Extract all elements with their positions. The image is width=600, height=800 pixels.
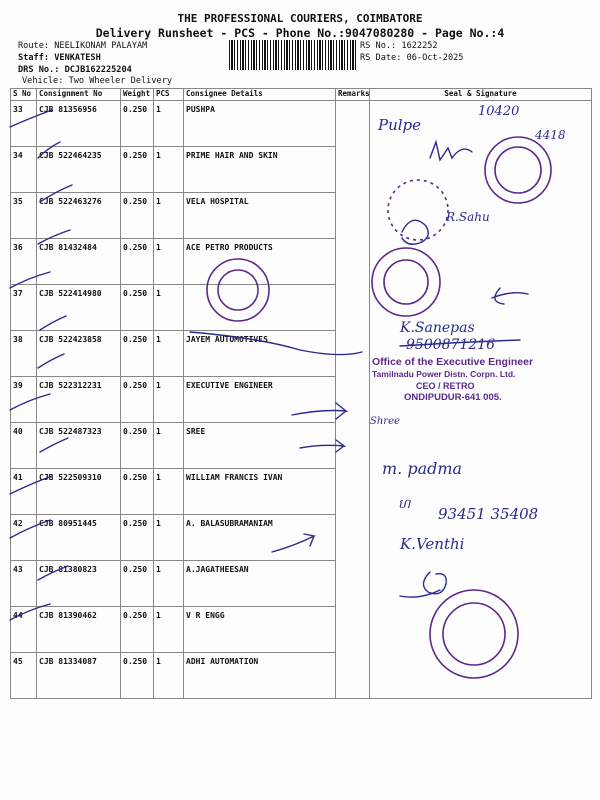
row-consignment: CJB 81390462 xyxy=(37,607,121,653)
row-pcs: 1 xyxy=(154,377,184,423)
drs-number: DRS No.: DCJB162225204 xyxy=(18,65,132,75)
row-pcs: 1 xyxy=(154,607,184,653)
table-row xyxy=(11,193,592,239)
table-row xyxy=(11,239,592,285)
row-weight: 0.250 xyxy=(121,515,154,561)
row-consignment: CJB 81334087 xyxy=(37,653,121,699)
row-sno: 36 xyxy=(11,239,37,285)
row-pcs: 1 xyxy=(154,239,184,285)
table-row xyxy=(11,147,592,193)
row-consignee: EXECUTIVE ENGINEER xyxy=(184,377,336,423)
row-sno: 43 xyxy=(11,561,37,607)
row-signature-cell xyxy=(370,561,592,607)
row-consignment: CJB 522423858 xyxy=(37,331,121,377)
row-consignee: JAYEM AUTOMOTIVES xyxy=(184,331,336,377)
row-consignee: VELA HOSPITAL xyxy=(184,193,336,239)
handwritten-signature: R.Sahu xyxy=(446,210,490,224)
row-signature-cell xyxy=(370,653,592,699)
row-weight: 0.250 xyxy=(121,423,154,469)
col-remarks: Remarks xyxy=(336,89,370,101)
row-pcs: 1 xyxy=(154,101,184,147)
row-weight: 0.250 xyxy=(121,193,154,239)
row-sno: 38 xyxy=(11,331,37,377)
row-remarks xyxy=(336,469,370,515)
row-weight: 0.250 xyxy=(121,653,154,699)
row-consignment: CJB 522464235 xyxy=(37,147,121,193)
row-remarks xyxy=(336,561,370,607)
row-sno: 44 xyxy=(11,607,37,653)
row-consignee: A.JAGATHEESAN xyxy=(184,561,336,607)
row-sno: 42 xyxy=(11,515,37,561)
row-sno: 41 xyxy=(11,469,37,515)
runsheet-subtitle: Delivery Runsheet - PCS - Phone No.:9047080280 - Page No.:4 xyxy=(95,26,505,40)
handwritten-phone: 93451 35408 xyxy=(438,505,539,523)
col-consignee: Consignee Details xyxy=(184,89,336,101)
row-pcs: 1 xyxy=(154,469,184,515)
row-consignee: ADHI AUTOMATION xyxy=(184,653,336,699)
row-pcs: 1 xyxy=(154,147,184,193)
handwritten-note: 4418 xyxy=(535,128,566,142)
vehicle-label: Vehicle: Two Wheeler Delivery xyxy=(22,76,173,86)
col-consignment: Consignment No xyxy=(37,89,121,101)
row-consignee: PUSHPA xyxy=(184,101,336,147)
row-pcs: 1 xyxy=(154,653,184,699)
row-remarks xyxy=(336,101,370,147)
row-signature-cell xyxy=(370,239,592,285)
row-sno: 39 xyxy=(11,377,37,423)
row-consignee: ACE PETRO PRODUCTS xyxy=(184,239,336,285)
handwritten-signature: Shree xyxy=(370,416,400,427)
company-title: THE PROFESSIONAL COURIERS, COIMBATORE xyxy=(177,12,423,25)
col-pcs: PCS xyxy=(154,89,184,101)
row-remarks xyxy=(336,285,370,331)
table-header-row xyxy=(11,89,592,101)
row-sno: 33 xyxy=(11,101,37,147)
row-sno: 35 xyxy=(11,193,37,239)
row-pcs: 1 xyxy=(154,193,184,239)
row-remarks xyxy=(336,607,370,653)
row-weight: 0.250 xyxy=(121,239,154,285)
handwritten-signature: K.Sanepas xyxy=(400,320,475,336)
row-remarks xyxy=(336,653,370,699)
row-pcs: 1 xyxy=(154,331,184,377)
row-consignment: CJB 81356956 xyxy=(37,101,121,147)
row-sno: 37 xyxy=(11,285,37,331)
row-sno: 34 xyxy=(11,147,37,193)
row-signature-cell xyxy=(370,607,592,653)
row-consignee: SREE xyxy=(184,423,336,469)
col-sno: S No xyxy=(11,89,37,101)
row-consignment: CJB 522463276 xyxy=(37,193,121,239)
row-pcs: 1 xyxy=(154,285,184,331)
handwritten-note: 10420 xyxy=(478,104,520,119)
row-remarks xyxy=(336,193,370,239)
row-weight: 0.250 xyxy=(121,285,154,331)
row-consignee xyxy=(184,285,336,331)
row-weight: 0.250 xyxy=(121,147,154,193)
row-weight: 0.250 xyxy=(121,561,154,607)
table-row xyxy=(11,285,592,331)
row-consignee: V R ENGG xyxy=(184,607,336,653)
row-weight: 0.250 xyxy=(121,607,154,653)
route-label: Route: NEELIKONAM PALAYAM xyxy=(18,41,148,51)
row-consignment: CJB 522312231 xyxy=(37,377,121,423)
handwritten-signature: m. padma xyxy=(382,459,463,478)
table-row xyxy=(11,423,592,469)
row-remarks xyxy=(336,147,370,193)
table-row xyxy=(11,653,592,699)
row-remarks xyxy=(336,331,370,377)
row-signature-cell xyxy=(370,147,592,193)
row-consignee: A. BALASUBRAMANIAM xyxy=(184,515,336,561)
handwritten-phone: 9500871216 xyxy=(406,337,496,353)
handwritten-note: ហ xyxy=(398,497,411,512)
handwritten-signature: K.Venthi xyxy=(400,535,465,553)
row-sno: 40 xyxy=(11,423,37,469)
staff-label: Staff: VENKATESH xyxy=(18,53,101,63)
row-sno: 45 xyxy=(11,653,37,699)
row-consignment: CJB 522487323 xyxy=(37,423,121,469)
handwritten-signature: Pulpe xyxy=(378,116,422,134)
row-consignment: CJB 522414980 xyxy=(37,285,121,331)
row-weight: 0.250 xyxy=(121,331,154,377)
row-remarks xyxy=(336,377,370,423)
col-signature: Seal & Signature xyxy=(370,89,592,101)
rs-date: RS Date: 06-Oct-2025 xyxy=(360,53,464,63)
barcode-icon xyxy=(229,40,357,70)
rs-number: RS No.: 1622252 xyxy=(360,41,438,51)
row-consignee: WILLIAM FRANCIS IVAN xyxy=(184,469,336,515)
col-weight: Weight xyxy=(121,89,154,101)
row-weight: 0.250 xyxy=(121,469,154,515)
row-weight: 0.250 xyxy=(121,377,154,423)
table-row xyxy=(11,561,592,607)
row-consignee: PRIME HAIR AND SKIN xyxy=(184,147,336,193)
row-remarks xyxy=(336,515,370,561)
row-pcs: 1 xyxy=(154,561,184,607)
row-remarks xyxy=(336,423,370,469)
table-row xyxy=(11,607,592,653)
row-consignment: CJB 522509310 xyxy=(37,469,121,515)
row-pcs: 1 xyxy=(154,515,184,561)
row-consignment: CJB 81432484 xyxy=(37,239,121,285)
row-consignment: CJB 81380823 xyxy=(37,561,121,607)
row-pcs: 1 xyxy=(154,423,184,469)
row-weight: 0.250 xyxy=(121,101,154,147)
executive-engineer-stamp: Office of the Executive Engineer Tamilnadu Power Distn. Corpn. Ltd. CEO / RETRO ONDIPUDUR-641 005. xyxy=(372,356,534,403)
row-remarks xyxy=(336,239,370,285)
row-consignment: CJB 80951445 xyxy=(37,515,121,561)
